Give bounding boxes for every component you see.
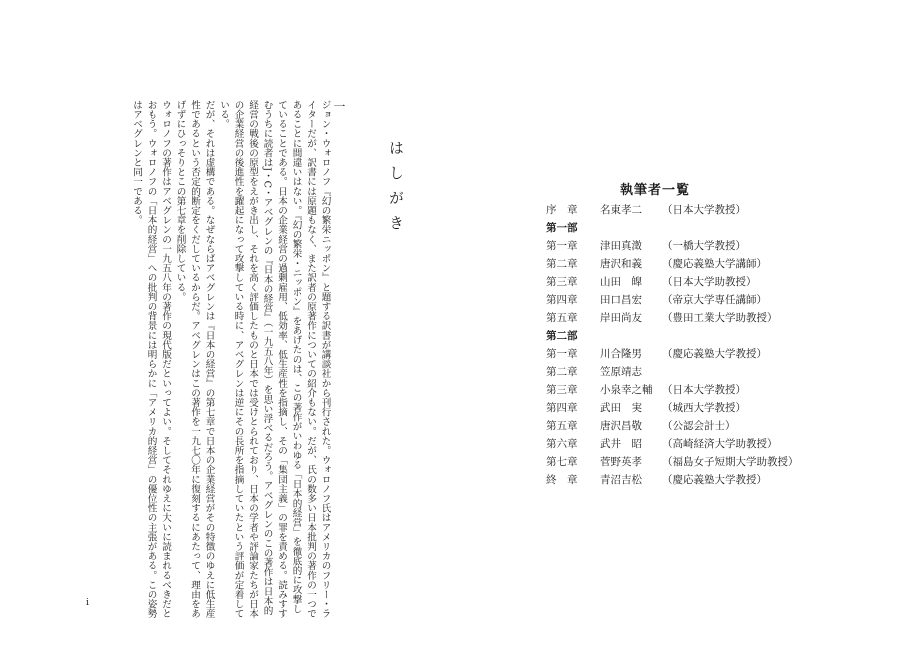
author-name: 田口昌宏 (600, 294, 642, 306)
author-name: 小泉幸之輔 (600, 384, 653, 396)
contributor-row (546, 399, 866, 417)
affiliation: （慶応義塾大学教授） (662, 474, 767, 486)
chapter-label: 第五章 (546, 312, 578, 324)
chapter-label: 終 章 (546, 474, 578, 486)
contributor-row (546, 435, 866, 453)
affiliation: （日本大学助教授） (662, 276, 757, 288)
contributors-list (546, 201, 866, 489)
section-number: 一 (332, 100, 346, 112)
contributor-row (546, 453, 866, 471)
chapter-label: 第三章 (546, 384, 578, 396)
part-heading: 第一部 (546, 222, 578, 234)
author-name: 青沼吉松 (600, 474, 642, 486)
contributor-row (546, 201, 866, 219)
affiliation: （日本大学教授） (662, 204, 746, 216)
chapter-label: 第二章 (546, 366, 578, 378)
contributor-row (546, 291, 866, 309)
author-name: 川合隆男 (600, 348, 642, 360)
chapter-label: 第一章 (546, 348, 578, 360)
part-heading: 第二部 (546, 330, 578, 342)
paragraph: ウォロノフの著作はアベグレンの一九五八年の著作の現代版だといってよい。そしてそれゆえに大いに読まれるべきだとおもう。ウォロノフの「日本的経営」への批判の背景には明らかに「アメリカ的経営」の優位性の主張がある。この姿勢はアベグレンと同一である。 (131, 100, 171, 619)
affiliation: （慶応義塾大学教授） (662, 348, 767, 360)
page-number: i (86, 598, 89, 608)
contributor-row (546, 309, 866, 327)
author-name: 唐沢和義 (600, 258, 642, 270)
affiliation: （帝京大学専任講師） (662, 294, 767, 306)
affiliation: （福島女子短期大学助教授） (662, 456, 799, 468)
affiliation: （城西大学教授） (662, 402, 746, 414)
contributor-row (546, 255, 866, 273)
chapter-label: 第二章 (546, 258, 578, 270)
author-name: 武田 実 (600, 402, 642, 414)
affiliation: （高崎経済大学助教授） (662, 438, 778, 450)
contributor-row (546, 273, 866, 291)
chapter-label: 第三章 (546, 276, 578, 288)
chapter-label: 序 章 (546, 204, 578, 216)
affiliation: （日本大学教授） (662, 384, 746, 396)
chapter-label: 第四章 (546, 402, 578, 414)
chapter-label: 第四章 (546, 294, 578, 306)
contributor-row (546, 471, 866, 489)
author-name: 菅野英孝 (600, 456, 642, 468)
page-title: はしがき (387, 140, 405, 240)
contributor-row (546, 363, 866, 381)
author-name: 山田 皥 (600, 276, 642, 288)
contributor-row (546, 237, 866, 255)
contributor-row (546, 381, 866, 399)
author-name: 岸田尚友 (600, 312, 642, 324)
affiliation: （豊田工業大学助教授） (662, 312, 778, 324)
paragraph: ジョン・ウォロノフ『幻の繁栄ニッポン』と題する訳書が講談社から刊行された。ウォロノフ氏はアメリカのフリー・ライターだが、訳書には原題もなく、また訳者の原著作についての紹介もない。だが、氏の数多い日本批判の著作の一つであることに間違いはない。『幻の繁栄・ニッポン』をあげたのは、この著作がいわゆる「日本的経営」を徹底的に攻撃していることである。日本の企業経営の過剰雇用、低効率、低生産性を指摘し、その「集団主義」の罪を責める。読みすすむうちに読者はJ・C・アベグレンの『日本の経営』（一九五八年）を思い浮べるだろう。アベグレンのこの著作は日本的経営の戦後の原型をえがき出し、それを高く評価したものと日本では受けとられており、日本の学者や評論家たちが日本の企業経営の後進性を躍起になって攻撃している時に、アベグレンは逆にその長所を指摘していたという評価が定着している。 (218, 100, 331, 619)
chapter-label: 第五章 (546, 420, 578, 432)
affiliation: （一橋大学教授） (662, 240, 746, 252)
preface-body (84, 100, 356, 620)
paragraph: だが、それは虚構である。なぜならばアベグレンは『日本の経営』の第七章で日本の企業経営がその特徴のゆえに低生産性であるという否定的断定をくだしているからだ。アベグレンはこの著作を一九七〇年に復刻するにあたって、理由をあげずにひっそりとこの第七章を削除している。 (174, 100, 215, 619)
contributors-title: 執筆者一覧 (620, 183, 691, 198)
contributor-row (546, 417, 866, 435)
chapter-label: 第一章 (546, 240, 578, 252)
affiliation: （公認会計士） (662, 420, 736, 432)
chapter-label: 第六章 (546, 438, 578, 450)
author-name: 津田真澂 (600, 240, 642, 252)
affiliation: （慶応義塾大学講師） (662, 258, 767, 270)
contributor-row (546, 345, 866, 363)
chapter-label: 第七章 (546, 456, 578, 468)
author-name: 唐沢昌敬 (600, 420, 642, 432)
author-name: 名東孝二 (600, 204, 642, 216)
author-name: 武井 昭 (600, 438, 642, 450)
author-name: 笠原靖志 (600, 366, 642, 378)
